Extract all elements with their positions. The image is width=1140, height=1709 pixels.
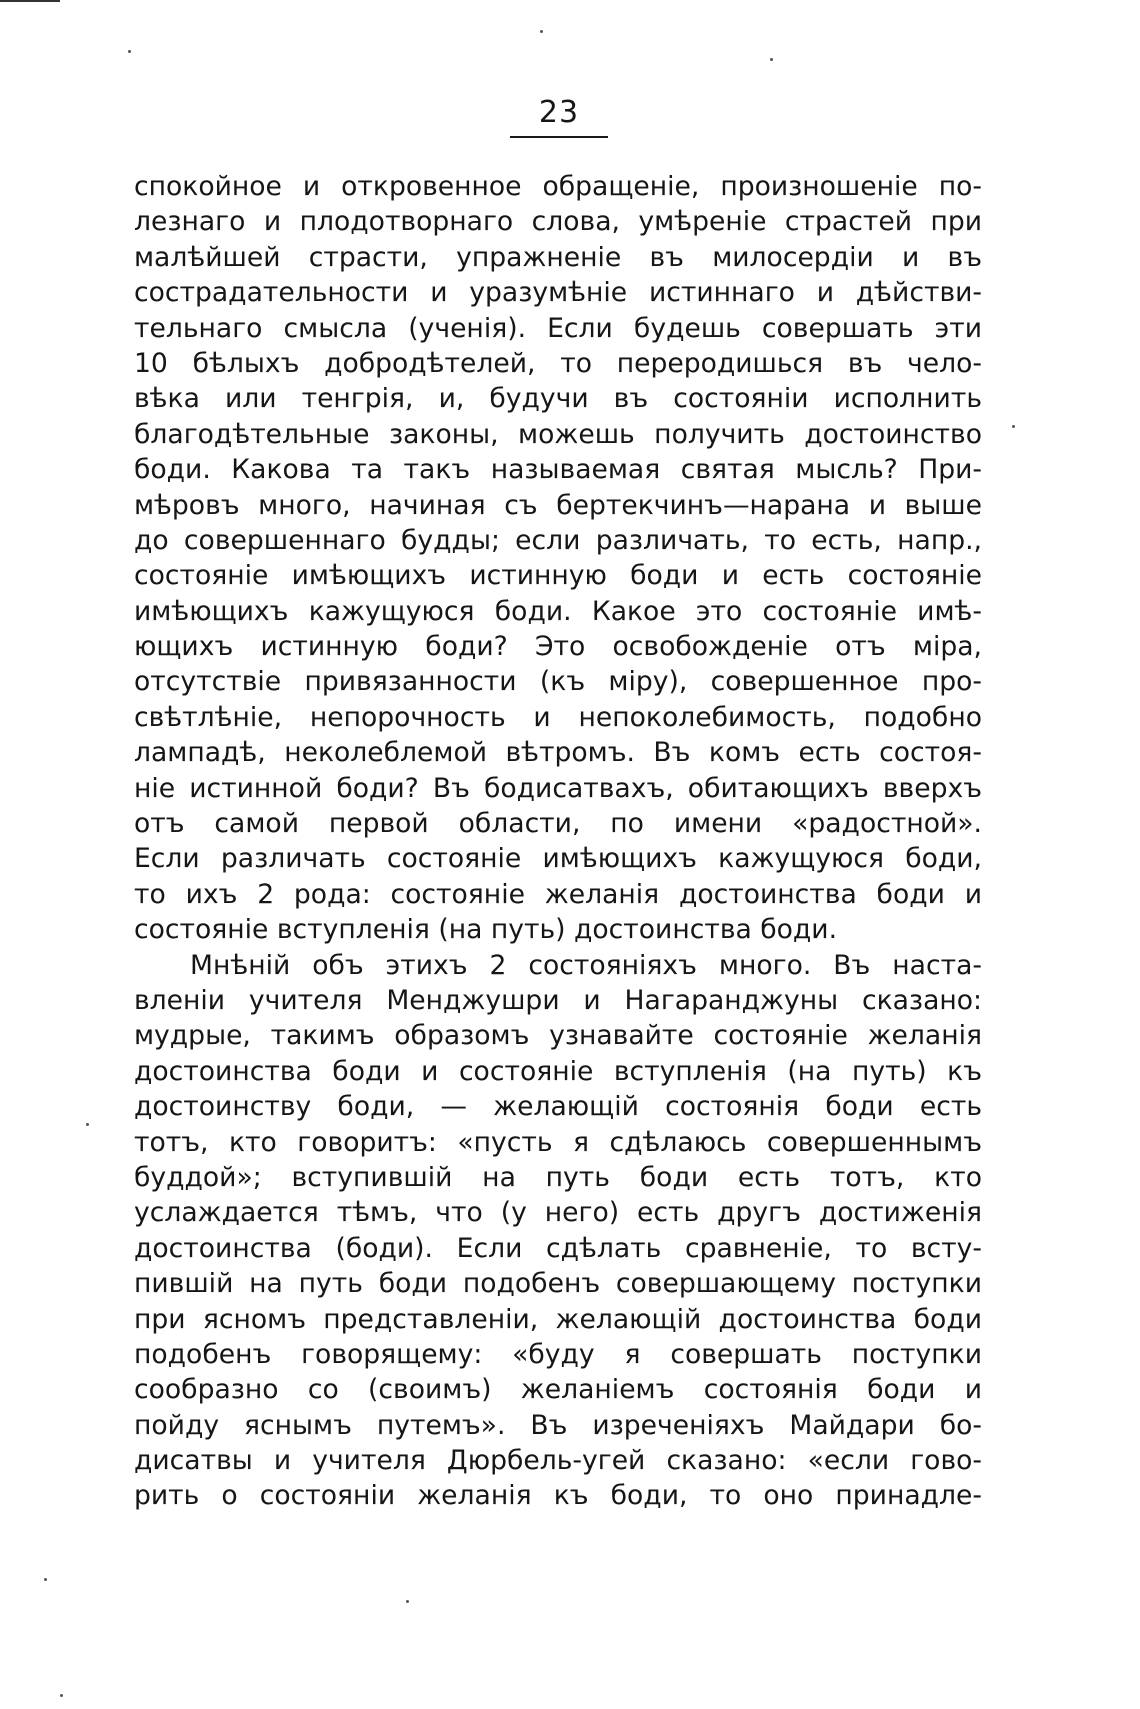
text-line: ющихъ истинную боди? Это освобожденіе отъ міра, (134, 631, 982, 663)
text-line: отсутствіе привязанности (къ міру), совершенное про- (134, 666, 982, 698)
text-line: тельнаго смысла (ученія). Если будешь совершать эти (134, 312, 982, 344)
text-line: 10 бѣлыхъ добродѣтелей, то переродишься въ чело- (134, 347, 982, 379)
text-line: до совершеннаго будды; если различать, то есть, напр., (134, 524, 982, 556)
text-line: пившій на путь боди подобенъ совершающему поступки (134, 1268, 982, 1300)
text-line: вѣка или тенгрія, и, будучи въ состояніи исполнить (134, 383, 982, 415)
scan-speck (540, 30, 543, 33)
scan-speck (406, 1600, 409, 1603)
text-line: отъ самой первой области, по имени «радостной». (134, 808, 982, 840)
text-line: сообразно со (своимъ) желаніемъ состоянія боди и (134, 1374, 982, 1406)
text-line: спокойное и откровенное обращеніе, произношеніе по- (134, 171, 982, 202)
text-line: достоинства (боди). Если сдѣлать сравненіе, то всту- (134, 1232, 982, 1264)
body-text (134, 169, 982, 1514)
scan-speck (60, 1694, 63, 1697)
text-line: состояніе вступленія (на путь) достоинства боди. (134, 914, 838, 946)
paragraph-first-line: Мнѣній объ этихъ 2 состояніяхъ много. Въ наста- (190, 949, 982, 981)
text-line: достоинству боди, — желающій состоянія боди есть (134, 1091, 982, 1123)
text-line: боди. Какова та такъ называемая святая мысль? При- (134, 454, 982, 486)
page-number: 23 (538, 95, 580, 130)
page-number-rule (510, 136, 608, 138)
text-line: то ихъ 2 рода: состояніе желанія достоинства боди и (134, 878, 982, 910)
scan-speck (770, 58, 773, 61)
text-line: вленіи учителя Менджушри и Нагаранджуны сказано: (134, 984, 982, 1016)
scan-speck (44, 1578, 47, 1581)
text-line: имѣющихъ кажущуюся боди. Какое это состояніе имѣ- (134, 595, 982, 627)
text-line: малѣйшей страсти, упражненіе въ милосердіи и въ (134, 241, 982, 273)
scan-speck (1012, 425, 1015, 428)
text-line: подобенъ говорящему: «буду я совершать поступки (134, 1338, 982, 1370)
text-line: лампадѣ, неколеблемой вѣтромъ. Въ комъ есть состоя- (134, 737, 982, 769)
page-number-container (510, 96, 608, 130)
text-line: услаждается тѣмъ, что (у него) есть другъ достиженія (134, 1197, 982, 1229)
text-line: дисатвы и учителя Дюрбель-угей сказано: «если гово- (134, 1445, 982, 1477)
text-line: лезнаго и плодотворнаго слова, умѣреніе страстей при (134, 206, 982, 238)
text-line: благодѣтельные законы, можешь получить достоинство (134, 418, 982, 450)
text-line: рить о состояніи желанія къ боди, то оно принадле- (134, 1480, 982, 1512)
text-line: буддой»; вступившій на путь боди есть тотъ, кто (134, 1161, 982, 1193)
text-line: сострадательности и уразумѣніе истиннаго и дѣйстви- (134, 277, 982, 309)
text-line: пойду яснымъ путемъ». Въ изреченіяхъ Майдари бо- (134, 1409, 982, 1441)
text-line: мудрые, такимъ образомъ узнавайте состояніе желанія (134, 1020, 982, 1052)
text-line: тотъ, кто говоритъ: «пусть я сдѣлаюсь совершеннымъ (134, 1126, 982, 1158)
text-line: Если различать состояніе имѣющихъ кажущуюся боди, (134, 843, 982, 875)
text-line: ніе истинной боди? Въ бодисатвахъ, обитающихъ вверхъ (134, 772, 982, 804)
scan-speck (86, 1123, 89, 1126)
text-line: достоинства боди и состояніе вступленія (на путь) къ (134, 1055, 982, 1087)
scan-speck (128, 50, 131, 53)
text-line: состояніе имѣющихъ истинную боди и есть состояніе (134, 560, 982, 592)
text-line: свѣтлѣніе, непорочность и непоколебимость, подобно (134, 701, 982, 733)
scan-edge-mark (0, 0, 60, 2)
text-line: при ясномъ представленіи, желающій достоинства боди (134, 1303, 982, 1335)
text-line: мѣровъ много, начиная съ бертекчинъ—нарана и выше (134, 489, 982, 521)
